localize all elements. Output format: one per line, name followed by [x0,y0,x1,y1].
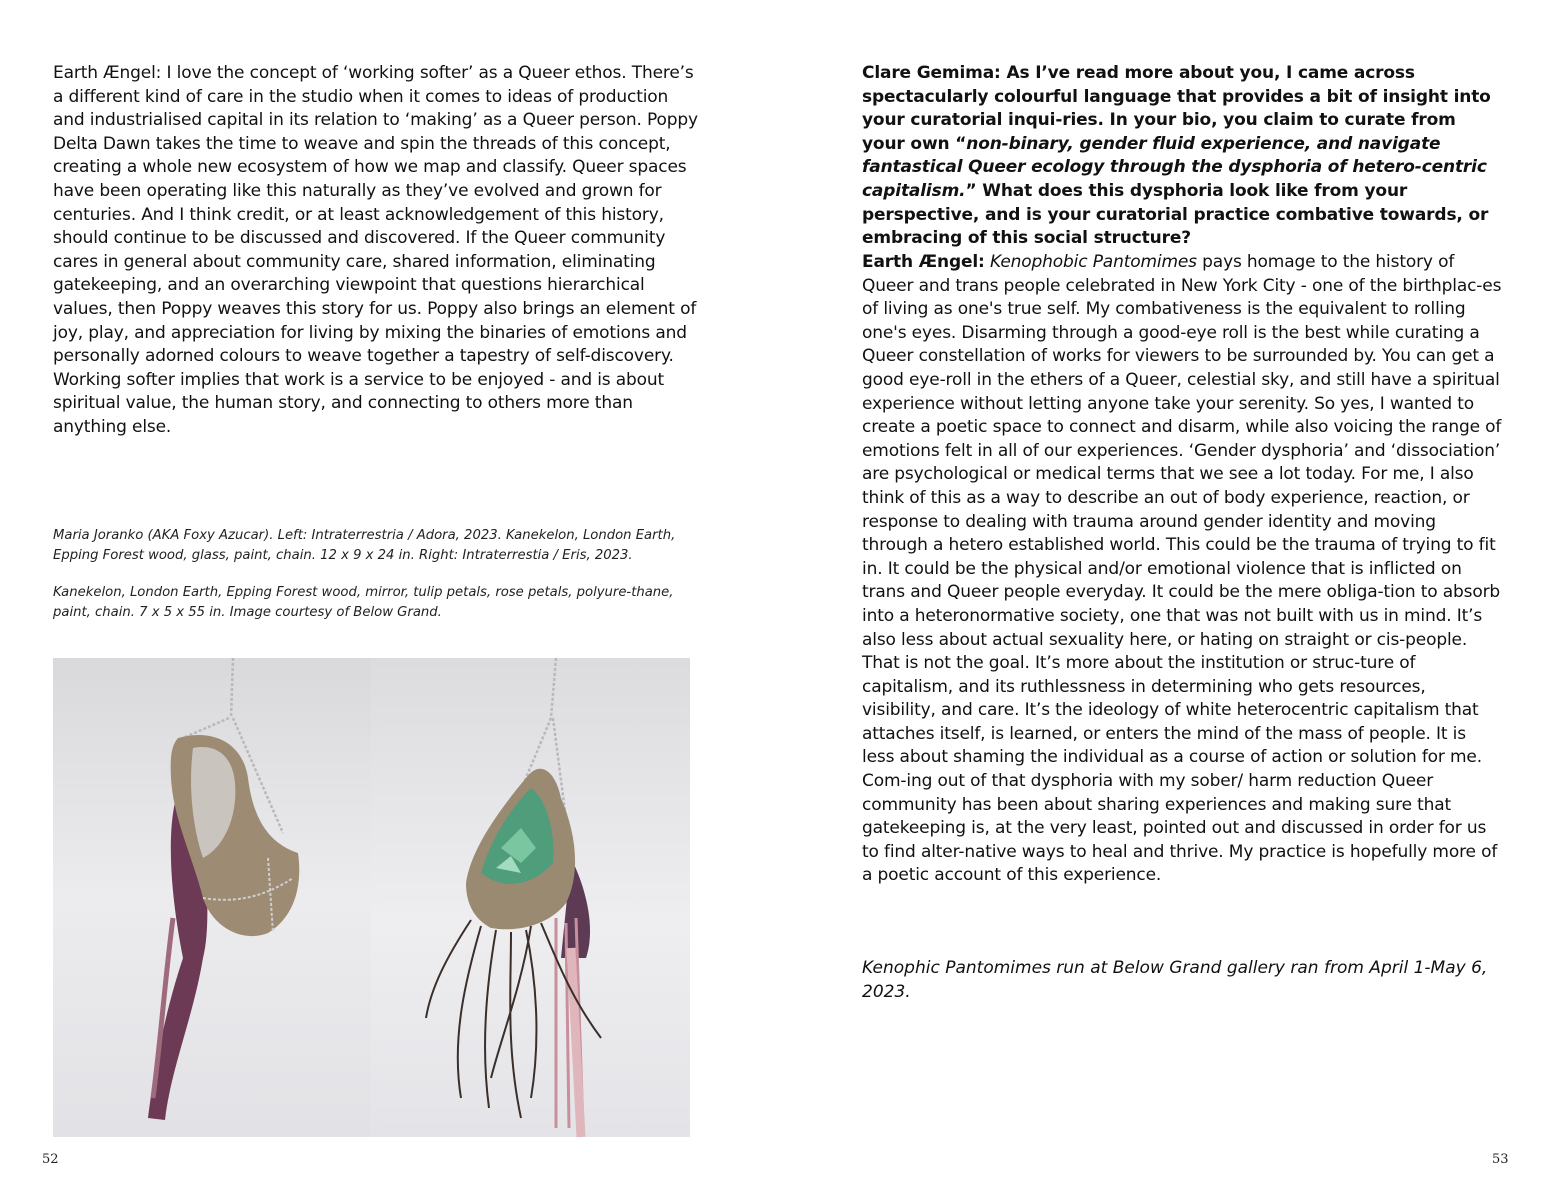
interview-question [862,62,1502,251]
artwork-photo-eris [371,658,690,1137]
image-caption [53,526,683,640]
answer-text: pays homage to the history of Queer and trans people celebrated in New York City - one of the birthplac-es of living as one's true self. My combativeness is the equivalent to rolling one's eyes. Disarming through a good-eye roll is the best while curating a Queer constellation of works for viewers to be surrounded by. You can get a good eye-roll in the ethers of a Queer, celestial sky, and still have a spiritual experience without letting anyone take your serenity. So yes, I wanted to create a poetic space to connect and disarm, while also voicing the range of emotions felt in all of our experiences. ‘Gender dysphoria’ and ‘dissociation’ are psychological or medical terms that we see a lot today. For me, I also think of this as a way to describe an out of body experience, reaction, or response to dealing with trauma around gender identity and moving through a hetero established world. This could be the trauma of trying to fit in. It could be the physical and/or emotional violence that is inflicted on trans and Queer people everyday. It could be the mere obliga-tion to absorb into a heteronormative society, one that was not built with us in mind. It’s also less about actual sexuality here, or hating on straight or cis-people. That is not the goal. It’s more about the institution or struc-ture of capitalism, and its ruthlessness in determining who gets resources, visibility, and care. It’s the ideology of white heterocentric capitalism that attaches itself, is learned, or enters the mind of the mass of people. It is less about shaming the individual as a course of action or solution for me. Com-ing out of that dysphoria with my sober/ harm reduction Queer community has been about sharing experiences and making sure that gatekeeping is, at the very least, pointed out and discussed in order for us to find alter-native ways to heal and thrive. My practice is hopefully more of a poetic account of this experience. [862,252,1502,886]
answer-text: I love the concept of ‘working softer’ as a Queer ethos. There’s a different kind of care in the studio when it comes to ideas of production and industrialised capital in its relation to ‘making’ as a Queer person. Poppy Delta Dawn takes the time to weave and spin the threads of this concept, creating a whole new ecosystem of how we map and classify. Queer spaces have been operating like this naturally as they’ve evolved and grown for centuries. And I think credit, or at least acknowledgement of this history, should continue to be discussed and discovered. If the Queer community cares in general about community care, shared information, eliminating gatekeeping, and an overarching viewpoint that questions hierarchical values, then Poppy weaves this story for us. Poppy also brings an element of joy, play, and appreciation for living by mixing the binaries of emotions and personally adorned colours to weave together a tapestry of self-discovery. Working softer implies that work is a service to be enjoyed - and is about spiritual value, the human story, and connecting to others more than anything else. [53,63,698,437]
caption-line-1: Maria Joranko (AKA Foxy Azucar). Left: Intraterrestria / Adora, 2023. Kanekelon, London Earth, Epping Forest wood, glass, paint, chain. 12 x 9 x 24 in. Right: Intraterrestia / Eris, 2023. [53,528,676,563]
artwork-photographs [53,658,690,1137]
interview-answer-left [53,62,703,440]
artwork-photo-adora [53,658,371,1137]
question-text-1: As I’ve read more about you, I came across spectacularly colourful language that provides a bit of insight into your curatorial inqui-ries. In your bio, you claim to curate from your own “ [862,63,1491,154]
speaker-label: Clare Gemima: [862,63,1001,83]
question-text-2: ” What does this dysphoria look like from your perspective, and is your curatorial practice combative towards, or embracing of this social structure? [862,180,1489,249]
page-right [776,0,1552,1199]
bio-quote: non-binary, gender fluid experience, and navigate fantastical Queer ecology through the dysphoria of hetero-centric capitalism. [862,133,1487,201]
sculpture-illustration [53,658,371,1137]
caption-line-2: Kanekelon, London Earth, Epping Forest wood, mirror, tulip petals, rose petals, polyure-thane, paint, chain. 7 x 5 x 55 in. Image courtesy of Below Grand. [53,585,674,620]
exhibition-note: Kenophic Pantomimes run at Below Grand gallery ran from April 1-May 6, 2023. [862,958,1488,1002]
speaker-label: Earth Ængel: [862,252,985,272]
page-number: 52 [42,1152,59,1167]
speaker-label: Earth Ængel: [53,63,162,83]
interview-answer-right [862,251,1502,888]
exhibition-title: Kenophobic Pantomimes [989,252,1197,272]
sculpture-illustration [371,658,690,1137]
page-number: 53 [1492,1152,1509,1167]
